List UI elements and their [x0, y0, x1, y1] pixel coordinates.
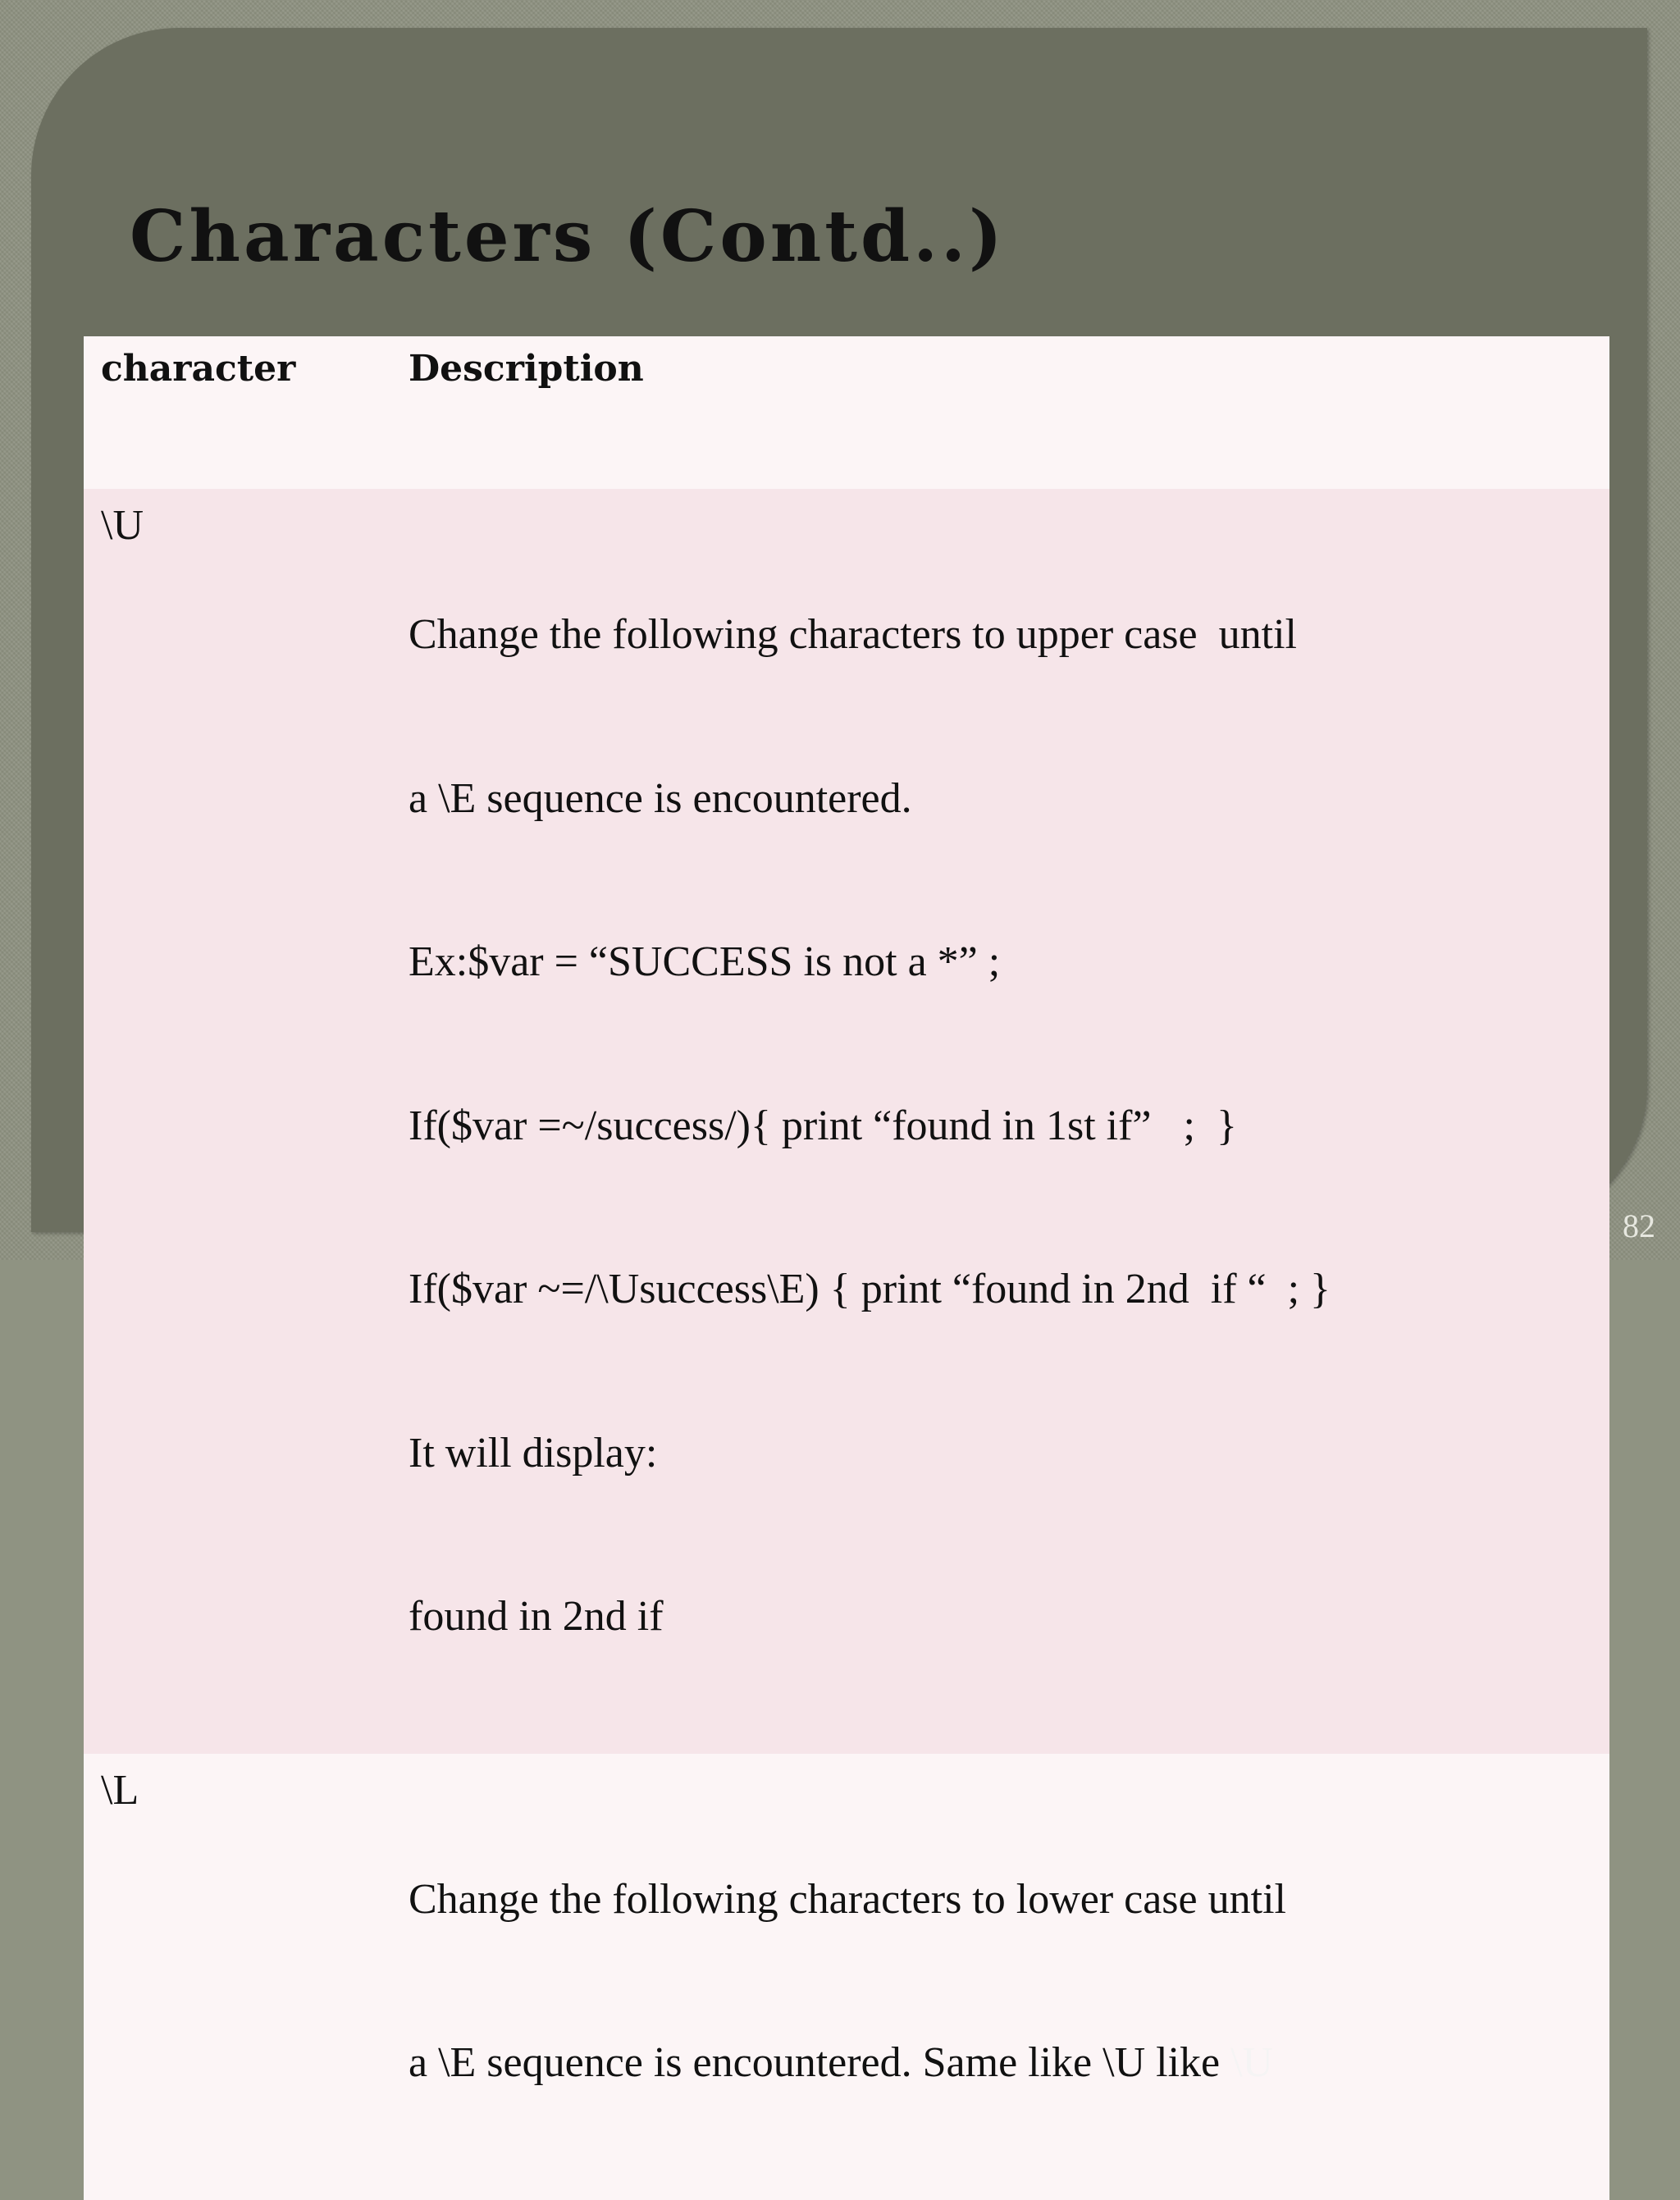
description-line: Change the following characters to lower case until	[409, 1875, 1286, 1923]
description-line: If($var ~=/\Usuccess\E) { print “found in 2nd if “ ; }	[409, 1266, 1331, 1312]
description-line-text: a \E sequence is encountered. Same like \U like	[409, 2039, 1231, 2086]
description-line: a \E sequence is encountered.	[409, 774, 912, 822]
description-line	[409, 2036, 1577, 2091]
table-container	[84, 336, 1609, 2086]
table-row	[84, 1754, 1609, 2200]
slide-title: Characters (Contd..)	[130, 195, 1006, 278]
cell-character-u: \U	[101, 502, 144, 549]
description-line: It will display:	[409, 1429, 658, 1477]
description-line: found in 2nd if	[409, 1593, 664, 1640]
table-row	[84, 489, 1609, 1754]
description-line: Change the following characters to upper case until	[409, 611, 1297, 658]
characters-table	[84, 336, 1609, 2200]
cell-description-u	[392, 489, 1609, 1754]
header-character: character	[101, 348, 296, 390]
header-description: Description	[409, 348, 644, 390]
cell-description-l	[392, 1754, 1609, 2200]
slide-page-number: 82	[1623, 1207, 1655, 1244]
description-line: If($var =~/success/){ print “found in 1st if” ; }	[409, 1102, 1237, 1149]
table-header-row	[84, 336, 1609, 489]
description-line: Ex:$var = “SUCCESS is not a *” ;	[409, 938, 1001, 985]
cell-character-l: \L	[101, 1766, 139, 1814]
description-faint-suffix: \U	[1230, 2039, 1274, 2086]
